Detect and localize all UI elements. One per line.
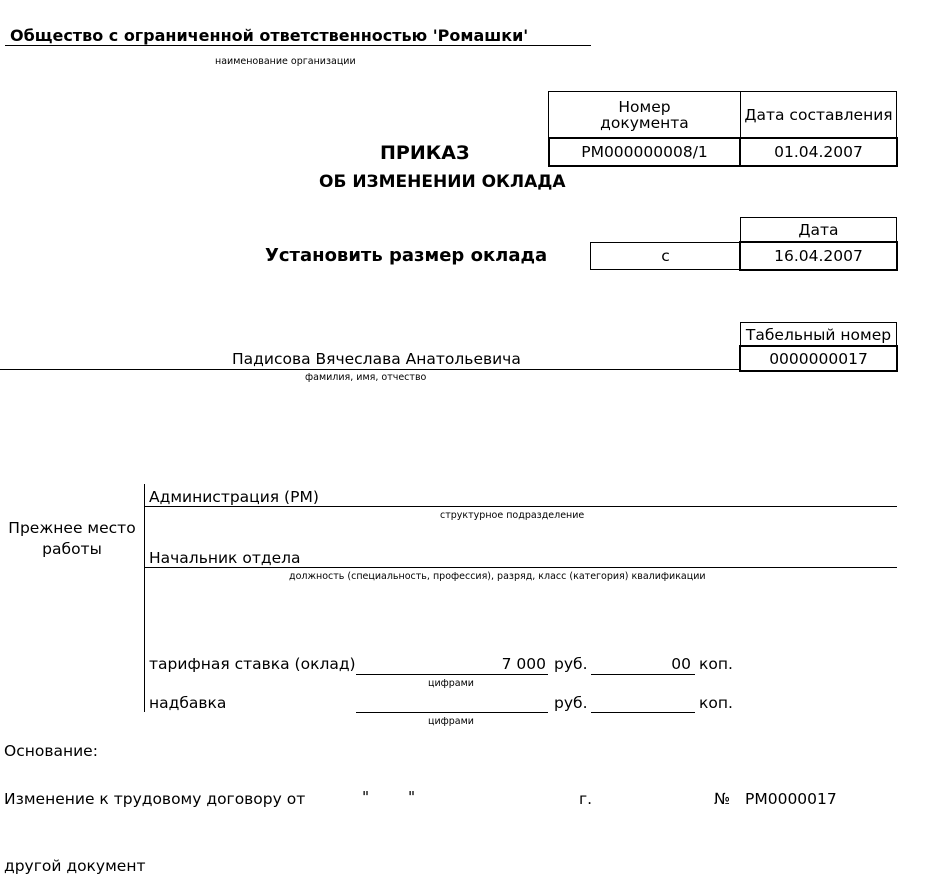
bonus-kop-underline bbox=[591, 712, 695, 713]
bonus-label: надбавка bbox=[149, 694, 227, 712]
rate-rub-value: 7 000 bbox=[501, 655, 546, 673]
bonus-rub-underline bbox=[356, 712, 548, 713]
basis-text: Изменение к трудовому договору от bbox=[4, 790, 306, 808]
position-caption: должность (специальность, профессия), разряд, класс (категория) квалификации bbox=[289, 571, 706, 582]
organization-underline bbox=[5, 45, 591, 46]
basis-number-sign: № bbox=[714, 790, 731, 808]
employee-name: Падисова Вячеслава Анатольевича bbox=[232, 350, 521, 368]
employee-caption: фамилия, имя, отчество bbox=[305, 372, 427, 383]
basis-cut-text: другой документ bbox=[4, 857, 146, 875]
bonus-kop-label: коп. bbox=[699, 694, 733, 712]
basis-quote-open: " bbox=[362, 788, 370, 806]
set-salary-label: Установить размер оклада bbox=[265, 245, 548, 266]
doc-number-value: РМ000000008/1 bbox=[548, 137, 741, 167]
basis-number: РМ0000017 bbox=[745, 790, 837, 808]
doc-date-value: 01.04.2007 bbox=[739, 137, 898, 167]
organization-caption: наименование организации bbox=[215, 56, 356, 67]
previous-work-label: Прежнее место работы bbox=[8, 519, 136, 558]
doc-date-header: Дата составления bbox=[740, 91, 897, 138]
department-underline bbox=[145, 506, 897, 507]
previous-work-divider bbox=[144, 484, 145, 712]
rate-rub-underline bbox=[356, 674, 548, 675]
basis-label: Основание: bbox=[4, 742, 98, 760]
rate-digits-caption: цифрами bbox=[428, 678, 474, 689]
doc-number-header: Номер документа bbox=[548, 91, 741, 138]
rate-rub-label: руб. bbox=[554, 655, 588, 673]
department-value: Администрация (РМ) bbox=[149, 488, 319, 506]
basis-year-label: г. bbox=[579, 790, 593, 808]
effective-from-cell: с bbox=[590, 242, 741, 270]
tab-number-header: Табельный номер bbox=[740, 322, 897, 347]
position-value: Начальник отдела bbox=[149, 549, 301, 567]
rate-kop-label: коп. bbox=[699, 655, 733, 673]
rate-kop-value: 00 bbox=[671, 655, 691, 673]
bonus-rub-label: руб. bbox=[554, 694, 588, 712]
rate-kop-underline bbox=[591, 674, 695, 675]
rate-label: тарифная ставка (оклад) bbox=[149, 655, 356, 673]
tab-number-value: 0000000017 bbox=[739, 345, 898, 372]
organization-name: Общество с ограниченной ответственностью 'Ромашки' bbox=[10, 26, 529, 45]
position-underline bbox=[145, 567, 897, 568]
effective-date-header: Дата bbox=[740, 217, 897, 243]
bonus-digits-caption: цифрами bbox=[428, 716, 474, 727]
order-subtitle: ОБ ИЗМЕНЕНИИ ОКЛАДА bbox=[319, 172, 566, 192]
effective-date-value: 16.04.2007 bbox=[739, 241, 898, 271]
basis-quote-close: " bbox=[408, 788, 416, 806]
department-caption: структурное подразделение bbox=[440, 510, 585, 521]
employee-underline bbox=[0, 369, 740, 370]
order-title: ПРИКАЗ bbox=[380, 142, 470, 164]
